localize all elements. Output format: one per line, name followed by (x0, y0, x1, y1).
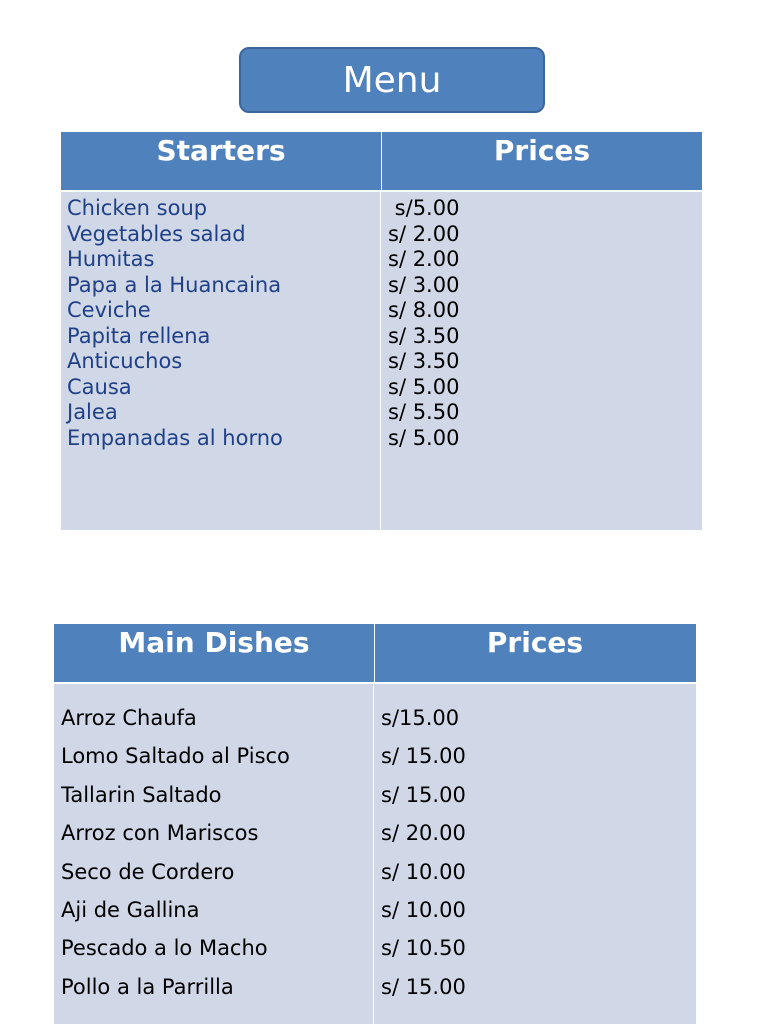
starter-item-price: s/5.00 (388, 196, 460, 220)
starter-item-price: s/ 3.50 (388, 349, 460, 373)
starters-table (61, 132, 702, 530)
main-dish-item-price: s/ 20.00 (381, 821, 466, 846)
starter-item-name: Empanadas al horno (67, 425, 283, 450)
main-dish-item-name: Seco de Cordero (61, 859, 235, 884)
main-dish-item-name: Pescado a lo Macho (61, 936, 268, 961)
main-dish-item-name: Lomo Saltado al Pisco (61, 744, 290, 769)
starter-item-price: s/ 8.00 (388, 298, 460, 322)
starter-item-name: Chicken soup (67, 196, 208, 220)
main-dish-item-name: Aji de Gallina (61, 898, 200, 923)
main-dish-item-price: s/ 10.50 (381, 936, 466, 961)
menu-title: Menu (239, 47, 545, 113)
main-dish-item-name: Pollo a la Parrilla (61, 974, 234, 999)
main-dishes-header-name: Main Dishes (54, 624, 375, 682)
starter-item-name: Jalea (67, 400, 118, 424)
main-dishes-header-price: Prices (486, 626, 584, 659)
starters-name-column (61, 192, 381, 530)
starter-item-name: Anticuchos (67, 349, 183, 373)
main-dish-item-price: s/ 10.00 (381, 898, 466, 923)
starter-item-price: s/ 2.00 (388, 221, 460, 246)
starters-table-header (61, 132, 702, 190)
main-dishes-table-header (54, 624, 696, 682)
starter-item-name: Vegetables salad (67, 221, 246, 246)
starter-item-price: s/ 3.50 (388, 323, 460, 348)
main-dish-item-price: s/ 15.00 (381, 782, 466, 807)
main-dish-item-price: s/15.00 (381, 706, 460, 730)
starters-price-column (381, 192, 701, 530)
main-dishes-price-column (374, 684, 694, 1024)
starters-header-price: Prices (493, 134, 591, 167)
starter-item-price: s/ 3.00 (388, 272, 460, 297)
main-dish-item-price: s/ 15.00 (381, 974, 466, 999)
starters-header-name: Starters (61, 132, 382, 190)
starter-item-name: Ceviche (67, 298, 151, 322)
main-dish-item-name: Arroz con Mariscos (61, 821, 259, 846)
main-dishes-name-column (54, 684, 374, 1024)
main-dish-item-name: Arroz Chaufa (61, 706, 197, 730)
main-dish-item-price: s/ 10.00 (381, 859, 466, 884)
main-dishes-table (54, 624, 696, 1024)
starter-item-price: s/ 5.00 (388, 425, 460, 450)
starter-item-price: s/ 5.50 (388, 400, 460, 424)
starter-item-name: Papa a la Huancaina (67, 272, 282, 297)
starter-item-price: s/ 5.00 (388, 374, 460, 399)
starter-item-name: Humitas (67, 247, 155, 271)
starter-item-name: Papita rellena (67, 323, 211, 348)
main-dish-item-name: Tallarin Saltado (61, 782, 222, 807)
starter-item-price: s/ 2.00 (388, 247, 460, 271)
starter-item-name: Causa (67, 374, 132, 399)
main-dish-item-price: s/ 15.00 (381, 744, 466, 769)
